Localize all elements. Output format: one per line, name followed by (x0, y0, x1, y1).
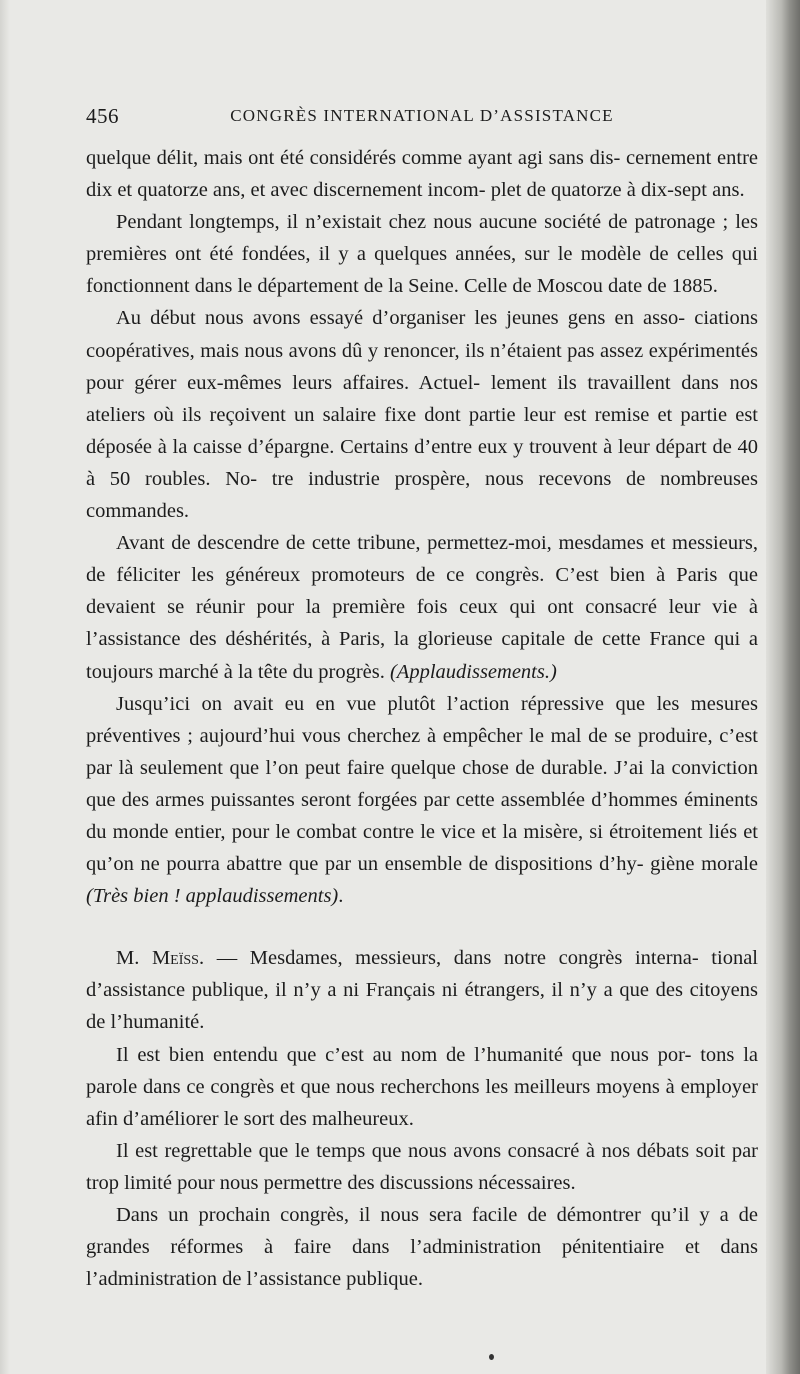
applause-note-2: (Très bien ! applaudissements) (86, 885, 339, 908)
applause-note: (Applaudissements.) (389, 660, 557, 683)
paragraph-5-text: Jusqu’ici on avait eu en vue plutôt l’action répressive que les mesures préventives ; aujourd’hui vous cherchez à empêcher le mal de se produire, c’est par là seulement que l’on peut faire quelque chose de durable. J’ai la conviction que des armes puissantes seront forgées par cette assemblée d’hommes éminents du monde entier, pour le combat contre le vice et la misère, si étroitement liés et qu’on ne pourra abattre que par un ensemble de dispositions d’hy- giène morale (86, 692, 758, 876)
paragraph-1: quelque délit, mais ont été considérés comme ayant agi sans dis- cernement entre dix et quatorze ans, et avec discernement incom- plet de quatorze à dix-sept ans. (86, 147, 758, 202)
paragraph-2: Pendant longtemps, il n’existait chez nous aucune société de patronage ; les premières ont été fondées, il y a quelques années, sur le modèle de celles qui fonctionnent dans le département de la Seine. Celle de Moscou date de 1885. (86, 211, 758, 298)
paragraph-6-text: . — Mesdames, messieurs, dans notre congrès interna- tional d’assistance publique, il n’y a ni Français ni étrangers, il n’y a que des citoyens de l’humanité. (86, 947, 758, 1034)
paragraph-7: Il est bien entendu que c’est au nom de l’humanité que nous por- tons la parole dans ce congrès et que nous recherchons les meilleurs moyens à employer afin d’améliorer le sort des malheureux. (86, 1043, 758, 1130)
running-head: CONGRÈS INTERNATIONAL D’ASSISTANCE (230, 106, 614, 125)
body-text (86, 142, 758, 1295)
ink-speck (489, 1354, 494, 1360)
page-left-edge (0, 0, 10, 1374)
paragraph-5-end: . (338, 885, 344, 908)
paragraph-5 (86, 688, 758, 913)
speaker-prefix: M. (116, 947, 140, 970)
paragraph-6 (86, 942, 758, 1038)
paragraph-8: Il est regrettable que le temps que nous avons consacré à nos débats soit par trop limité pour nous permettre des discussions nécessaires. (86, 1139, 758, 1194)
page-number: 456 (86, 104, 119, 128)
paragraph-3: Au début nous avons essayé d’organiser les jeunes gens en asso- ciations coopératives, mais nous avons dû y renoncer, ils n’étaient pas assez expérimentés pour gérer eux-mêmes leurs affaires. Actuel- lement ils travaillent dans nos ateliers où ils reçoivent un salaire fixe dont partie leur est remise et partie est déposée à la caisse d’épargne. Certains d’entre eux y trouvent à leur départ de 40 à 50 roubles. No- tre industrie prospère, nous recevons de nombreuses commandes. (86, 307, 758, 523)
page-right-edge-shadow (766, 0, 800, 1374)
page-header (86, 104, 758, 134)
paragraph-4-text: Avant de descendre de cette tribune, permettez-moi, mesdames et messieurs, de féliciter les généreux promoteurs de ce congrès. C’est bien à Paris que devaient se réunir pour la première fois ceux qui ont consacré leur vie à l’assistance des déshérités, à Paris, la glorieuse capitale de cette France qui a toujours marché à la tête du progrès. (86, 532, 758, 683)
speaker-name: Meïss (151, 947, 199, 970)
paragraph-4 (86, 527, 758, 687)
paragraph-9: Dans un prochain congrès, il nous sera facile de démontrer qu’il y a de grandes réformes à faire dans l’administration pénitentiaire et dans l’administration de l’assistance publique. (86, 1204, 758, 1291)
